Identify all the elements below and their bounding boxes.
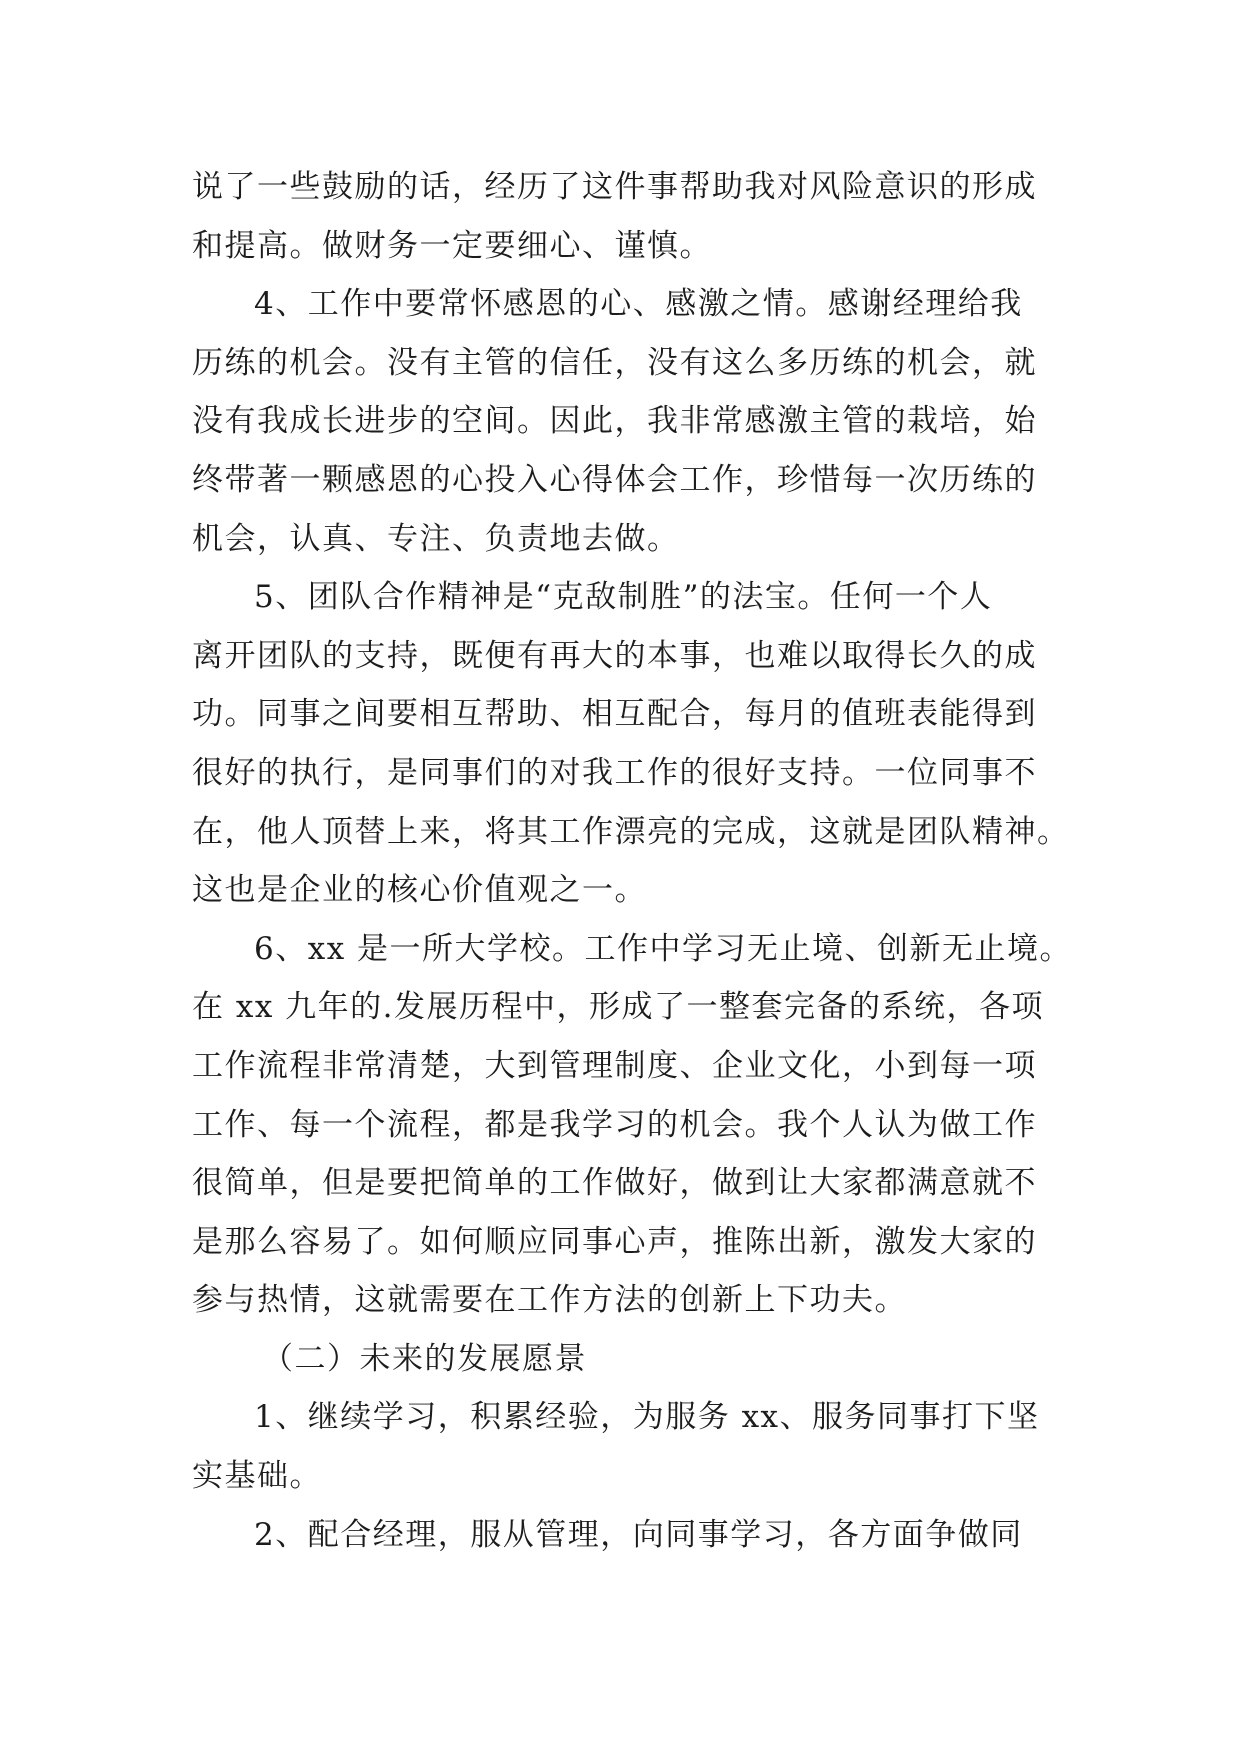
text-line: 功。同事之间要相互帮助、相互配合，每月的值班表能得到 bbox=[192, 696, 1037, 733]
text-line: 在，他人顶替上来，将其工作漂亮的完成，这就是团队精神。 bbox=[192, 813, 1070, 850]
paragraph-start-line: 6、xx 是一所大学校。工作中学习无止境、创新无止境。 bbox=[254, 930, 1073, 967]
text-line: 机会，认真、专注、负责地去做。 bbox=[192, 520, 680, 557]
text-line: 工作流程非常清楚，大到管理制度、企业文化，小到每一项 bbox=[192, 1047, 1037, 1084]
text-line: 在 xx 九年的.发展历程中，形成了一整套完备的系统，各项 bbox=[192, 989, 1045, 1026]
paragraph-start-line: 2、配合经理，服从管理，向同事学习，各方面争做同 bbox=[254, 1516, 1023, 1553]
text-line: 说了一些鼓励的话，经历了这件事帮助我对风险意识的形成 bbox=[192, 169, 1037, 205]
text-line: 很简单，但是要把简单的工作做好，做到让大家都满意就不 bbox=[192, 1165, 1037, 1202]
text-line: 工作、每一个流程，都是我学习的机会。我个人认为做工作 bbox=[192, 1106, 1037, 1143]
text-line: 实基础。 bbox=[192, 1458, 322, 1495]
text-line: 是那么容易了。如何顺应同事心声，推陈出新，激发大家的 bbox=[192, 1223, 1037, 1260]
text-line: 历练的机会。没有主管的信任，没有这么多历练的机会，就 bbox=[192, 344, 1037, 381]
text-line: 离开团队的支持，既便有再大的本事，也难以取得长久的成 bbox=[192, 637, 1037, 674]
paragraph-start-line: 5、团队合作精神是“克敌制胜”的法宝。任何一个人 bbox=[254, 579, 993, 616]
paragraph-start-line: 1、继续学习，积累经验，为服务 xx、服务同事打下坚 bbox=[254, 1399, 1040, 1436]
text-line: 和提高。做财务一定要细心、谨慎。 bbox=[192, 227, 712, 264]
section-heading: （二）未来的发展愿景 bbox=[262, 1340, 587, 1377]
body-text bbox=[192, 158, 1073, 1564]
text-line: 很好的执行，是同事们的对我工作的很好支持。一位同事不 bbox=[192, 754, 1037, 791]
paragraph-start-line: 4、工作中要常怀感恩的心、感激之情。感谢经理给我 bbox=[254, 286, 1023, 323]
text-line: 终带著一颗感恩的心投入心得体会工作，珍惜每一次历练的 bbox=[192, 461, 1037, 498]
text-line: 这也是企业的核心价值观之一。 bbox=[192, 872, 647, 909]
text-line: 参与热情，这就需要在工作方法的创新上下功夫。 bbox=[192, 1282, 907, 1319]
text-line: 没有我成长进步的空间。因此，我非常感激主管的栽培，始 bbox=[192, 403, 1037, 440]
